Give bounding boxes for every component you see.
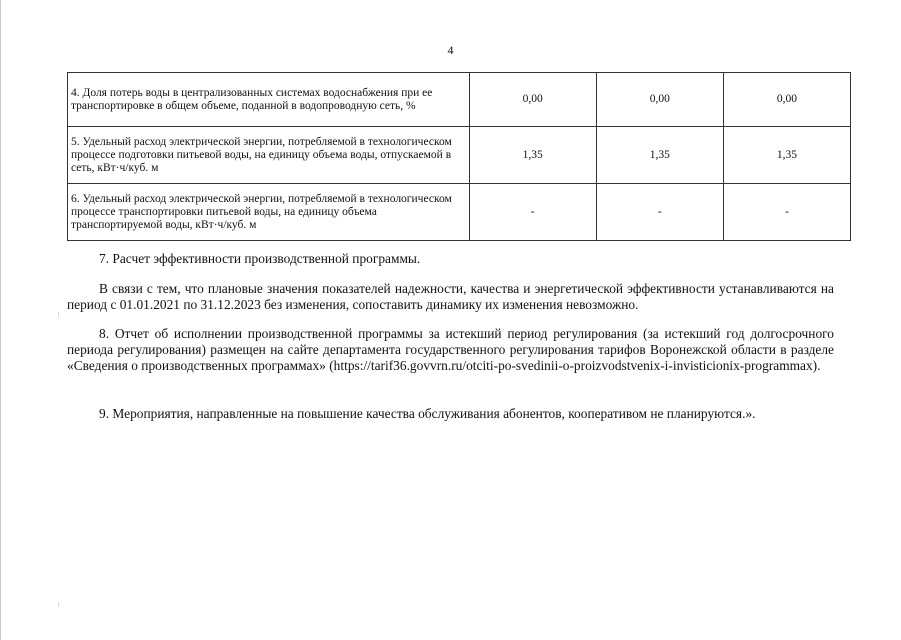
indicator-value: 1,35 <box>469 127 596 184</box>
section-8-paragraph: 8. Отчет об исполнении производственной программы за истекший период регулирования (за истекший год долгосрочного периода регулирования) размещен на сайте департамента государственного регулирования тарифов Воронежской области в разделе «Сведения о производственных программах» (https://tarif36.govvrn.ru/otciti-po-svedinii-o-proizvodstvenix-i-invisticionix-programmax). <box>67 326 834 373</box>
scan-page-edge <box>0 0 1 640</box>
section-7-body: В связи с тем, что плановые значения показателей надежности, качества и энергетической эффективности устанавливаются на период с 01.01.2021 по 31.12.2023 без изменения, сопоставить динамику их изменения невозможно. <box>67 281 834 312</box>
table-row <box>68 73 851 127</box>
indicator-value: - <box>596 184 723 241</box>
indicator-name: 5. Удельный расход электрической энергии, потребляемой в технологическом процессе подготовки питьевой воды, на единицу объема воды, отпускаемой в сеть, кВт·ч/куб. м <box>68 127 470 184</box>
indicator-value: 1,35 <box>723 127 850 184</box>
table-row <box>68 127 851 184</box>
indicator-value: 0,00 <box>723 73 850 127</box>
indicators-table <box>67 72 851 241</box>
section-9-paragraph: 9. Мероприятия, направленные на повышение качества обслуживания абонентов, кооперативом не планируются.». <box>99 406 756 421</box>
indicator-name: 6. Удельный расход электрической энергии, потребляемой в технологическом процессе транспортировки питьевой воды, на единицу объема транспортируемой воды, кВт·ч/куб. м <box>68 184 470 241</box>
indicator-value: - <box>723 184 850 241</box>
section-7-heading: 7. Расчет эффективности производственной программы. <box>99 251 421 266</box>
scan-artifact <box>58 312 59 317</box>
indicator-value: 0,00 <box>469 73 596 127</box>
indicator-value: 1,35 <box>596 127 723 184</box>
indicator-value: - <box>469 184 596 241</box>
indicator-value: 0,00 <box>596 73 723 127</box>
scan-artifact <box>58 602 59 607</box>
table-row <box>68 184 851 241</box>
page-number: 4 <box>447 43 454 57</box>
indicator-name: 4. Доля потерь воды в централизованных системах водоснабжения при ее транспортировке в общем объеме, поданной в водопроводную сеть, % <box>68 73 470 127</box>
